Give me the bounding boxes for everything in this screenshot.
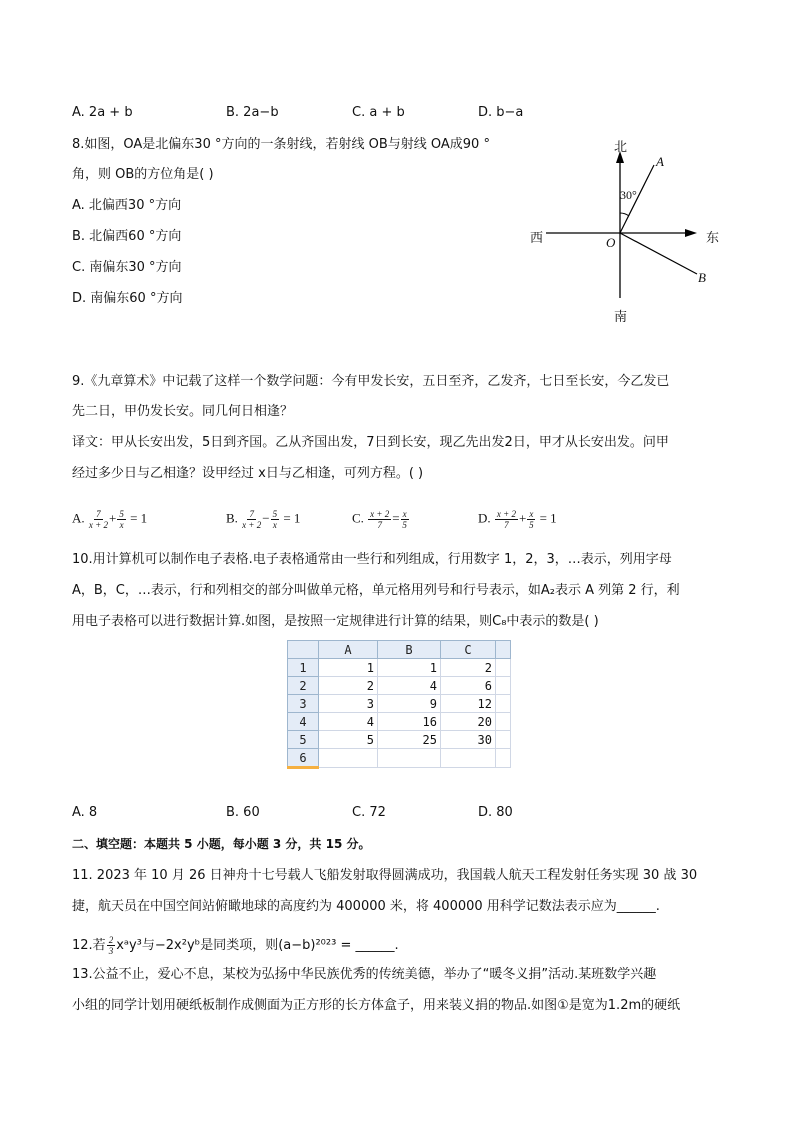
sheet-cell	[378, 749, 441, 768]
row-header: 6	[288, 749, 319, 768]
denominator: x	[272, 520, 277, 530]
q10-text: A，B，C，…表示，行和列相交的部分叫做单元格，单元格用列号和行号表示，如A₂表示 A 列第 2 行，利	[72, 583, 680, 598]
q9-translation: 译文：甲从长安出发，5日到齐国。乙从齐国出发，7日到长安，现乙先出发2日，甲才从长安出发。问甲	[72, 435, 669, 450]
denominator: 7	[377, 520, 382, 530]
sheet-cell: 2	[441, 659, 496, 677]
row-header: 5	[288, 731, 319, 749]
fraction	[117, 509, 126, 530]
numerator: 5	[272, 509, 278, 519]
fraction	[401, 509, 409, 530]
angle-label: 30°	[620, 188, 637, 202]
fraction	[242, 509, 261, 530]
sheet-cell	[496, 659, 511, 677]
sheet-cell: 12	[441, 695, 496, 713]
denominator: 5	[402, 520, 407, 530]
point-a-label: A	[656, 154, 664, 169]
rhs: = 1	[130, 510, 148, 526]
corner-cell	[288, 641, 319, 659]
q11-text: 11. 2023 年 10 月 26 日神舟十七号载人飞船发射取得圆满成功，我国载人航天工程发射任务实现 30 战 30	[72, 868, 698, 883]
south-label: 南	[614, 309, 628, 324]
fraction	[495, 509, 518, 530]
q10-option-c: C. 72	[352, 805, 386, 820]
q9-translation: 经过多少日与乙相逢？设甲经过 x日与乙相逢，可列方程。( )	[72, 466, 424, 481]
sheet-cell: 5	[319, 731, 378, 749]
origin-label: O	[606, 235, 616, 250]
sheet-cell: 30	[441, 731, 496, 749]
sheet-cell: 1	[319, 659, 378, 677]
q7-option-c: C. a + b	[352, 105, 405, 120]
q9-option	[226, 509, 300, 530]
section-heading: 二、填空题：本题共 5 小题，每小题 3 分，共 15 分。	[72, 837, 371, 851]
rhs: = 1	[283, 510, 301, 526]
sheet-row	[288, 659, 511, 677]
q8-option-b: B. 北偏西60 °方向	[72, 229, 182, 244]
sheet-cell	[496, 749, 511, 768]
denominator: 3	[108, 946, 114, 956]
sheet-row	[288, 731, 511, 749]
sheet-cell: 4	[319, 713, 378, 731]
denominator: 5	[529, 520, 534, 530]
sheet-cell: 4	[378, 677, 441, 695]
q11-text: 捷，航天员在中国空间站俯瞰地球的高度约为 400000 米，将 400000 用科学记数法表示应为______.	[72, 899, 660, 914]
option-label: A.	[72, 510, 85, 526]
numerator: 7	[249, 509, 254, 519]
column-header: C	[441, 641, 496, 659]
q8-option-a: A. 北偏西30 °方向	[72, 198, 182, 213]
q10-text: 10.用计算机可以制作电子表格.电子表格通常由一些行和列组成，行用数字 1，2，3，…表示，列用字母	[72, 552, 672, 567]
q7-option-d: D. b−a	[478, 105, 524, 120]
operator: =	[392, 510, 400, 526]
fraction	[271, 509, 280, 530]
q9-text: 先二日，甲仍发长安。同几何日相逢？	[72, 404, 294, 419]
denominator: x	[119, 520, 124, 530]
sheet-cell	[496, 677, 511, 695]
sheet-cell	[319, 749, 378, 768]
sheet-row	[288, 695, 511, 713]
sheet-cell: 2	[319, 677, 378, 695]
denominator: x + 2	[88, 520, 108, 530]
column-header: B	[378, 641, 441, 659]
option-label: C.	[352, 510, 364, 526]
denominator: x + 2	[242, 520, 262, 530]
east-label: 东	[706, 230, 720, 245]
q10-option-b: B. 60	[226, 805, 260, 820]
sheet-cell: 6	[441, 677, 496, 695]
q9-option	[72, 509, 147, 530]
option-label: B.	[226, 510, 238, 526]
sheet-row	[288, 713, 511, 731]
sheet-cell: 16	[378, 713, 441, 731]
compass-diagram	[0, 0, 794, 400]
fraction	[89, 509, 108, 530]
sheet-cell: 25	[378, 731, 441, 749]
sheet-cell	[496, 713, 511, 731]
row-header: 1	[288, 659, 319, 677]
sheet-cell: 1	[378, 659, 441, 677]
numerator: 2	[108, 935, 114, 945]
q12-rest: xᵃy³与−2x²yᵇ是同类项，则(a−b)²⁰²³ = ______.	[116, 938, 399, 953]
north-label: 北	[614, 139, 628, 154]
q9-text: 9.《九章算术》中记载了这样一个数学问题：今有甲发长安，五日至齐，乙发齐，七日至长安，今乙发已	[72, 374, 670, 389]
q8-text: 8.如图，OA是北偏东30 °方向的一条射线，若射线 OB与射线 OA成90 °	[72, 137, 490, 152]
q9-option	[352, 509, 410, 530]
fraction	[527, 509, 535, 530]
denominator: 7	[504, 520, 509, 530]
sheet-cell	[496, 695, 511, 713]
operator: −	[262, 510, 270, 526]
column-header: A	[319, 641, 378, 659]
q10-option-a: A. 8	[72, 805, 98, 820]
numerator: x + 2	[370, 509, 390, 519]
numerator: x + 2	[496, 509, 516, 519]
q7-option-a: A. 2a + b	[72, 105, 133, 120]
option-label: D.	[478, 510, 491, 526]
numerator: x	[529, 509, 534, 519]
q7-option-b: B. 2a−b	[226, 105, 279, 120]
operator: +	[518, 510, 527, 526]
row-header: 3	[288, 695, 319, 713]
q8-option-c: C. 南偏东30 °方向	[72, 260, 182, 275]
row-header: 2	[288, 677, 319, 695]
sheet-cell	[441, 749, 496, 768]
sheet-cell: 3	[319, 695, 378, 713]
column-header-extra	[496, 641, 511, 659]
q13-text: 小组的同学计划用硬纸板制作成侧面为正方形的长方体盒子，用来装义捐的物品.如图①是宽为1.2m的硬纸	[72, 998, 681, 1013]
numerator: 5	[119, 509, 124, 519]
q10-text: 用电子表格可以进行数据计算.如图，是按照一定规律进行计算的结果，则C₈中表示的数是( )	[72, 614, 599, 629]
sheet-cell: 9	[378, 695, 441, 713]
q10-option-d: D. 80	[478, 805, 513, 820]
q9-option	[478, 509, 557, 530]
sheet-cell	[496, 731, 511, 749]
rhs: = 1	[539, 510, 557, 526]
sheet-row	[288, 677, 511, 695]
spreadsheet	[287, 640, 511, 769]
point-b-label: B	[698, 270, 706, 285]
q12-text	[72, 935, 399, 956]
sheet-cell: 20	[441, 713, 496, 731]
q13-text: 13.公益不止，爱心不息，某校为弘扬中华民族优秀的传统美德，举办了“暖冬义捐”活动.某班数学兴趣	[72, 967, 657, 982]
row-header: 4	[288, 713, 319, 731]
numerator: 7	[96, 509, 101, 519]
q12-prefix: 12.若	[72, 938, 106, 953]
operator: +	[108, 510, 117, 526]
numerator: x	[402, 509, 407, 519]
fraction	[107, 935, 116, 956]
west-label: 西	[530, 230, 544, 245]
q8-text: 角，则 OB的方位角是( )	[72, 167, 214, 182]
fraction	[368, 509, 391, 530]
sheet-row	[288, 749, 511, 768]
q8-option-d: D. 南偏东60 °方向	[72, 291, 183, 306]
